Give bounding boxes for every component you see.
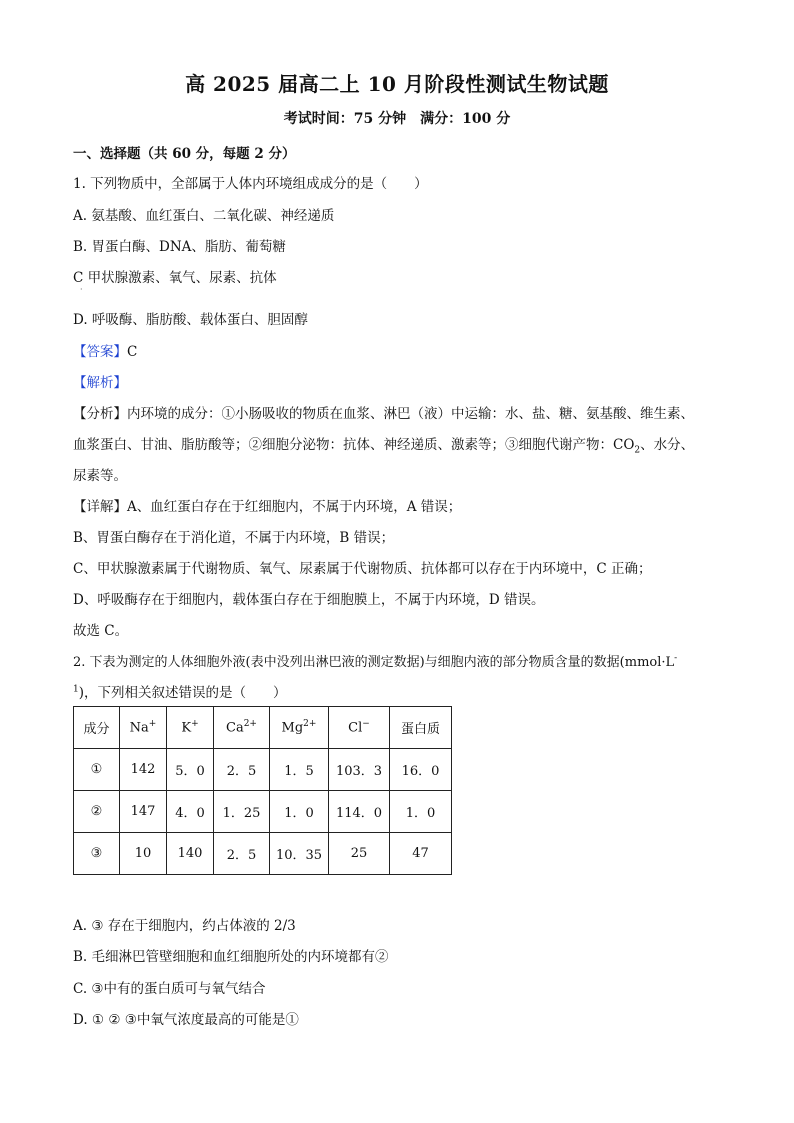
q2-option-a: A. ③ 存在于细胞内，约占体液的 2/3 <box>73 918 296 934</box>
table-cell: ① <box>74 749 120 791</box>
stray-dot: · <box>80 285 83 294</box>
q1-option-c: C 甲状腺激素、氧气、尿素、抗体 <box>73 270 277 286</box>
table-cell: 1．0 <box>270 791 329 833</box>
q1-option-a: A. 氨基酸、血红蛋白、二氧化碳、神经递质 <box>73 208 335 224</box>
header-text: Na <box>129 720 149 736</box>
q2-stem-line-1 <box>73 651 677 670</box>
header-cell <box>390 707 452 749</box>
xiangjie-tag: 【详解】 <box>73 499 127 515</box>
q2-stem-text-2: )，下列相关叙述错误的是（ ） <box>78 685 287 701</box>
table-cell: 1．5 <box>270 749 329 791</box>
fenxi-line-3: 尿素等。 <box>73 468 127 484</box>
fenxi-line-2 <box>73 433 694 456</box>
header-text: Cl <box>348 720 363 736</box>
table-cell: ③ <box>74 833 120 875</box>
answer-value: C <box>127 344 138 360</box>
table-cell: 114．0 <box>329 791 390 833</box>
co2-subscript: 2 <box>634 445 641 456</box>
xiangjie-line-3: C、甲状腺激素属于代谢物质、氧气、尿素属于代谢物质、抗体都可以存在于内环境中，C 正确； <box>73 561 652 577</box>
table-cell: ② <box>74 791 120 833</box>
ion-content-table <box>73 706 452 875</box>
q2-option-c: C. ③中有的蛋白质可与氧气结合 <box>73 981 266 997</box>
table-cell: 4．0 <box>167 791 214 833</box>
q2-stem-text-1: 2. 下表为测定的人体细胞外液(表中没列出淋巴液的测定数据)与细胞内液的部分物质含量的数据(mmol·L <box>73 655 675 670</box>
table-cell: 1．25 <box>214 791 270 833</box>
header-text: K <box>181 720 192 736</box>
table-cell: 2．5 <box>214 833 270 875</box>
xiangjie-line-5: 故选 C。 <box>73 623 129 639</box>
table-cell: 103．3 <box>329 749 390 791</box>
fenxi-line-1 <box>73 402 694 422</box>
fenxi-tag: 【分析】 <box>73 406 127 422</box>
xiangjie-line-2: B、胃蛋白酶存在于消化道，不属于内环境，B 错误； <box>73 530 395 546</box>
q1-option-b: B. 胃蛋白酶、DNA、脂肪、葡萄糖 <box>73 239 286 255</box>
header-text: 成分 <box>83 722 110 737</box>
header-sup: 2+ <box>243 719 257 730</box>
table-cell: 2．5 <box>214 749 270 791</box>
table-cell: 1．0 <box>390 791 452 833</box>
table-cell: 142 <box>120 749 167 791</box>
header-text: 蛋白质 <box>400 722 440 737</box>
q1-option-d: D. 呼吸酶、脂肪酸、载体蛋白、胆固醇 <box>73 312 308 328</box>
header-cell <box>167 707 214 749</box>
table-row <box>74 791 452 833</box>
header-sup: − <box>362 719 370 730</box>
header-cell <box>214 707 270 749</box>
fenxi-text-2: 血浆蛋白、甘油、脂肪酸等；②细胞分泌物：抗体、神经递质、激素等；③细胞代谢产物：CO <box>73 437 635 453</box>
table-cell: 140 <box>167 833 214 875</box>
q2-stem-line-2 <box>73 681 287 701</box>
xiangjie-line-4: D、呼吸酶存在于细胞内，载体蛋白存在于细胞膜上，不属于内环境，D 错误。 <box>73 592 545 608</box>
fenxi-text-1: 内环境的成分：①小肠吸收的物质在血浆、淋巴（液）中运输：水、盐、糖、氨基酸、维生素、 <box>127 406 694 422</box>
q2-stem-sup-1: - <box>674 653 678 664</box>
answer-tag: 【答案】 <box>73 344 127 360</box>
fenxi-text-2-tail: 、水分、 <box>640 437 695 453</box>
table-row <box>74 749 452 791</box>
header-cell <box>270 707 329 749</box>
header-cell <box>120 707 167 749</box>
table-header-row <box>74 707 452 749</box>
q1-answer <box>73 340 137 360</box>
table-cell: 47 <box>390 833 452 875</box>
table-cell: 16．0 <box>390 749 452 791</box>
header-sup: + <box>148 719 157 730</box>
table-cell: 10．35 <box>270 833 329 875</box>
header-cell <box>329 707 390 749</box>
table-cell: 25 <box>329 833 390 875</box>
table-cell: 10 <box>120 833 167 875</box>
q1-stem: 1. 下列物质中，全部属于人体内环境组成成分的是（ ） <box>73 176 428 192</box>
q2-stem-sup-2: 1 <box>73 684 79 695</box>
header-cell <box>74 707 120 749</box>
header-text: Mg <box>281 720 304 736</box>
analysis-tag: 【解析】 <box>73 375 127 391</box>
header-sup: 2+ <box>303 719 317 730</box>
exam-info: 考试时间：75 分钟 满分：100 分 <box>283 111 511 127</box>
section-heading: 一、选择题（共 60 分，每题 2 分） <box>73 146 296 162</box>
xiangjie-text-1: A、血红蛋白存在于红细胞内，不属于内环境，A 错误； <box>127 499 462 515</box>
xiangjie-line-1 <box>73 495 461 515</box>
q2-option-d: D. ① ② ③中氧气浓度最高的可能是① <box>73 1012 299 1028</box>
q2-option-b: B. 毛细淋巴管壁细胞和血红细胞所处的内环境都有② <box>73 949 389 965</box>
table-cell: 5．0 <box>167 749 214 791</box>
header-sup: + <box>191 719 199 730</box>
table-cell: 147 <box>120 791 167 833</box>
header-text: Ca <box>226 720 244 736</box>
page-title: 高 2025 届高二上 10 月阶段性测试生物试题 <box>185 72 609 96</box>
table-row <box>74 833 452 875</box>
